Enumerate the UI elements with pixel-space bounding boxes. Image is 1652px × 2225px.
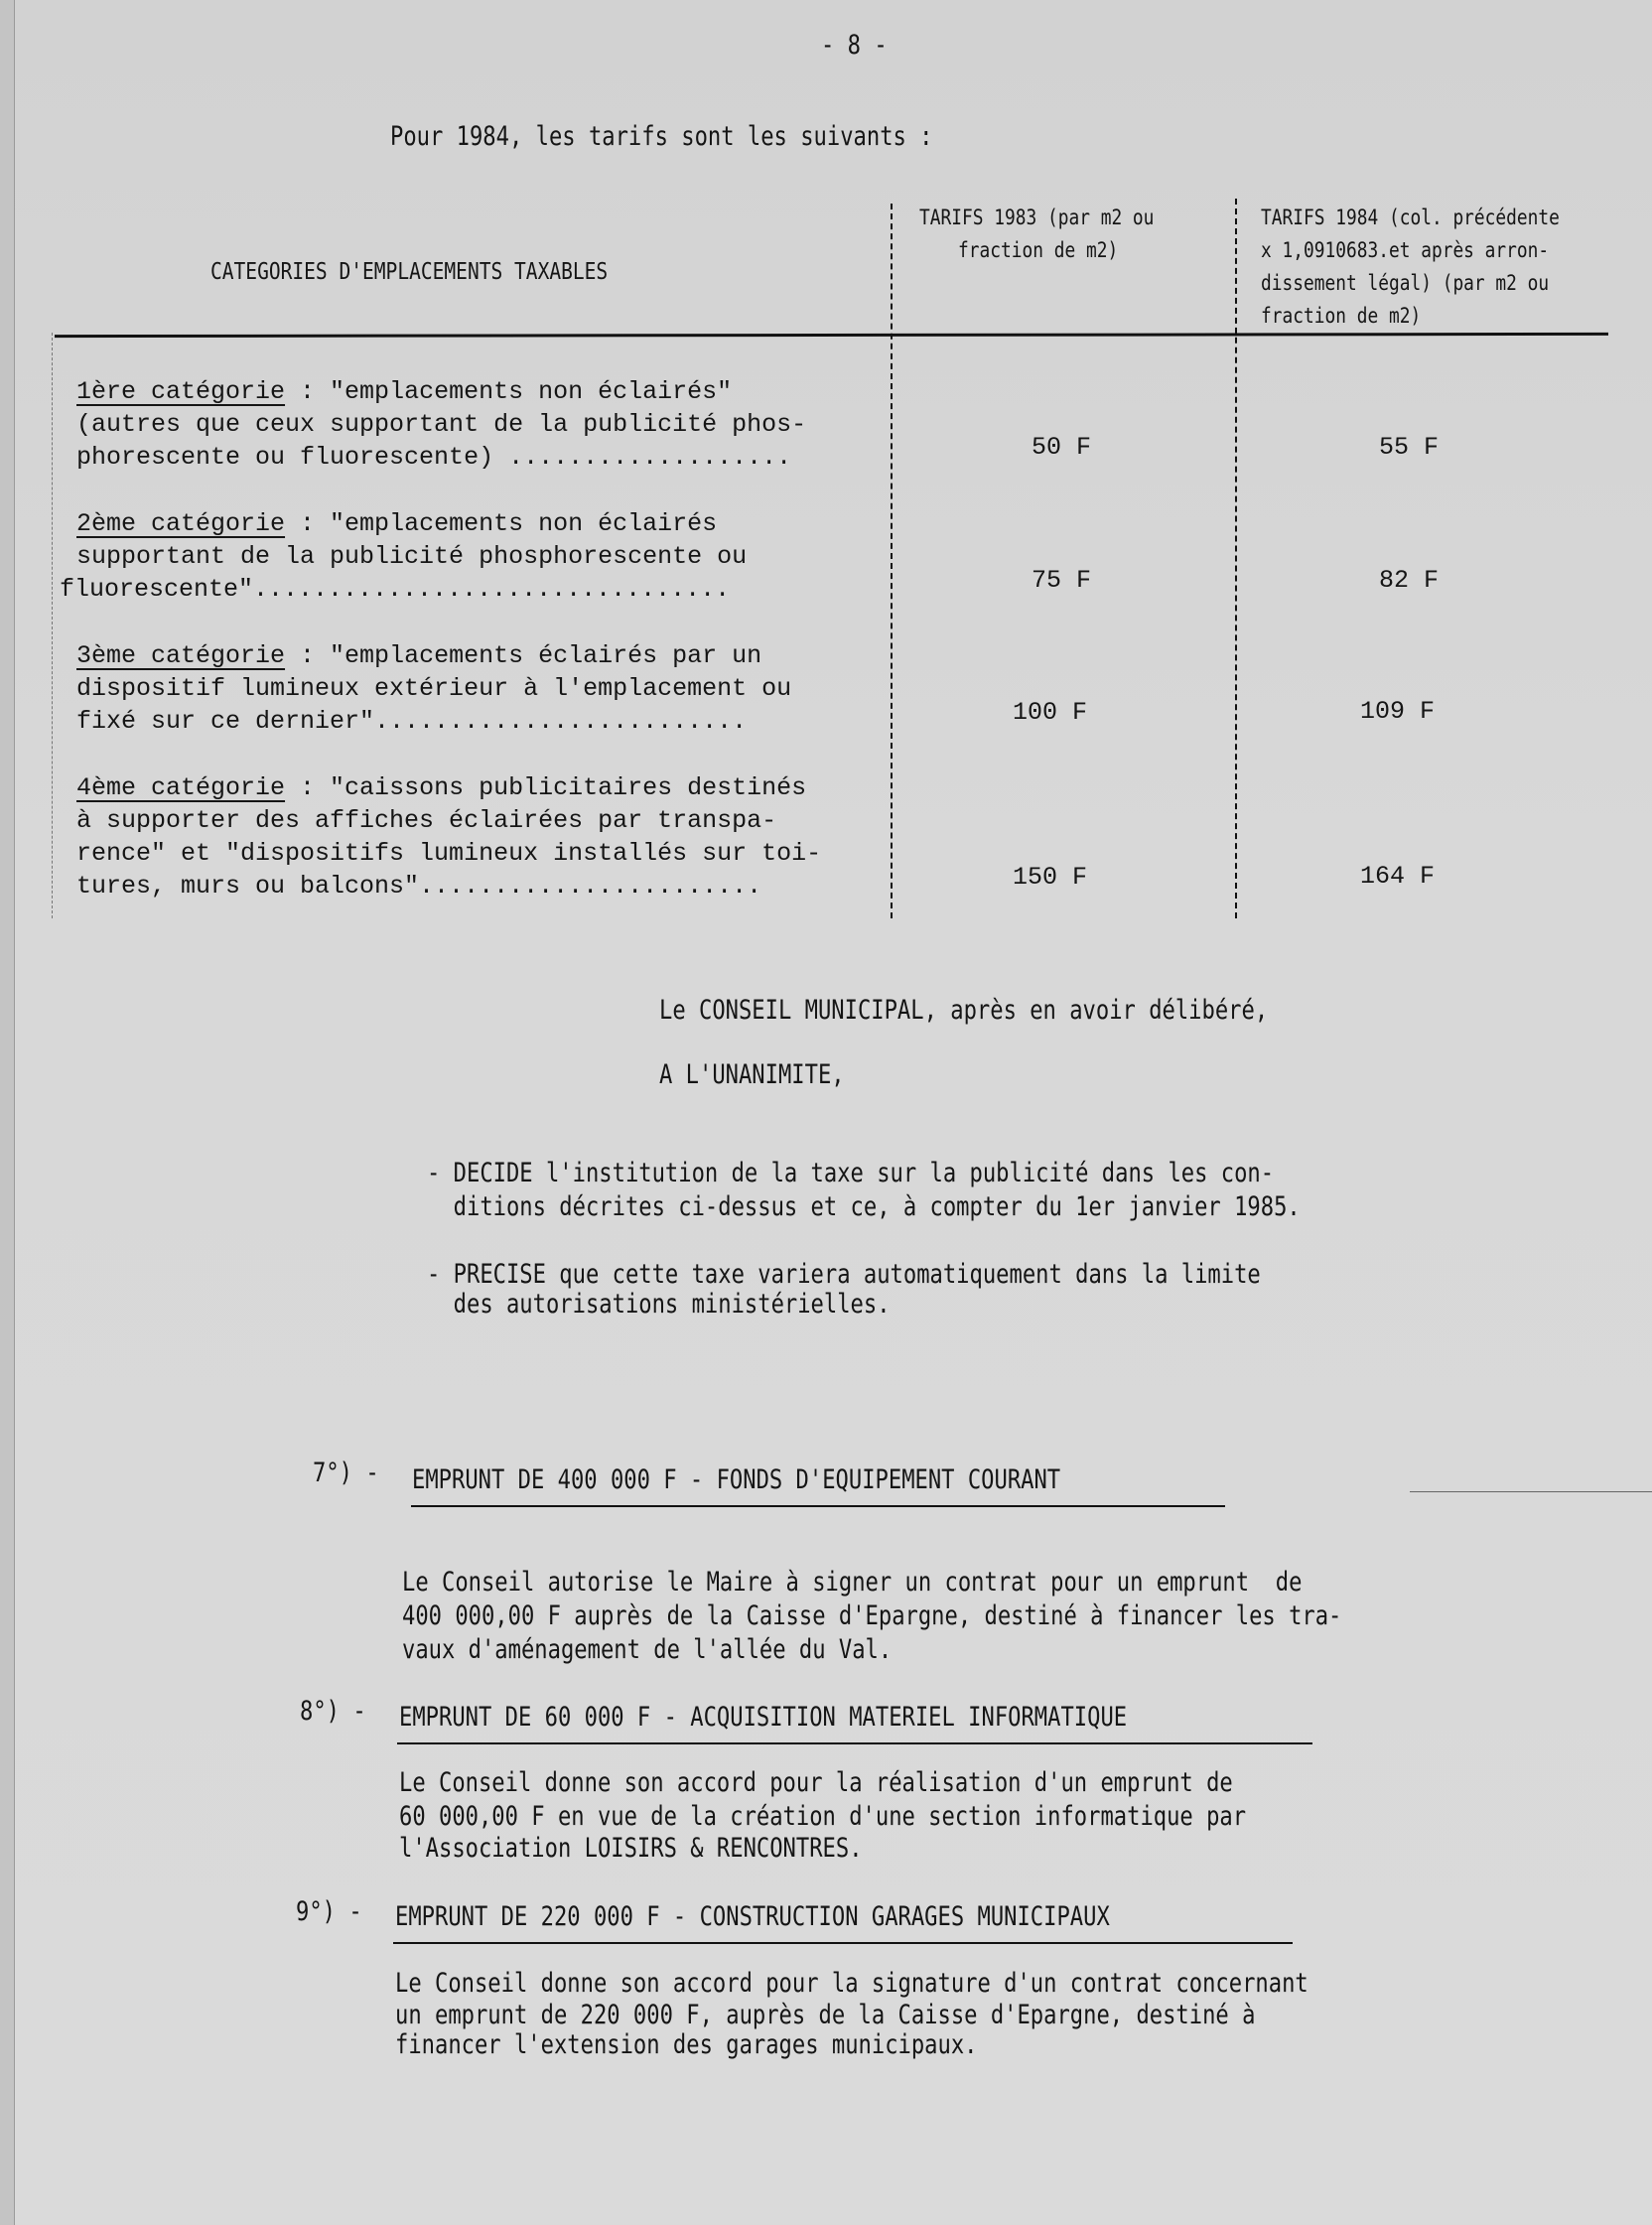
header-tarifs-1983-line2: fraction de m2) [958, 238, 1119, 262]
row-description [76, 375, 732, 408]
intro-text: Pour 1984, les tarifs sont les suivants : [390, 121, 933, 152]
column-divider-1 [891, 204, 893, 918]
tarif-1984: 109 F [1360, 697, 1436, 726]
section-body-line: financer l'extension des garages municipaux. [395, 2029, 978, 2060]
column-divider-2 [1235, 199, 1237, 918]
section-body-line: l'Association LOISIRS & RENCONTRES. [399, 1833, 863, 1864]
section-body-line: Le Conseil donne son accord pour la réalisation d'un emprunt de [399, 1767, 1233, 1798]
header-tarifs-1984-line4: fraction de m2) [1261, 304, 1422, 328]
row-line: : "emplacements non éclairés" [285, 377, 733, 406]
header-tarifs-1983-line1: TARIFS 1983 (par m2 ou [919, 206, 1155, 229]
category-label: 1ère catégorie [76, 377, 286, 406]
tarif-1983: 150 F [1013, 863, 1088, 892]
section-body-line: 60 000,00 F en vue de la création d'une section informatique par [399, 1801, 1247, 1832]
row-description [76, 507, 717, 540]
row-line: rence" et "dispositifs lumineux installés sur toi- [76, 839, 822, 868]
section-title: EMPRUNT DE 220 000 F - CONSTRUCTION GARAGES MUNICIPAUX [395, 1901, 1110, 1932]
section-title: EMPRUNT DE 60 000 F - ACQUISITION MATERIEL INFORMATIQUE [399, 1702, 1128, 1733]
deliberation-line1: Le CONSEIL MUNICIPAL, après en avoir délibéré, [659, 995, 1269, 1026]
deliberation-line2: A L'UNANIMITE, [659, 1059, 845, 1090]
header-tarifs-1984-line2: x 1,0910683.et après arron- [1261, 238, 1550, 262]
decision-1-line1: - DECIDE l'institution de la taxe sur la publicité dans les con- [427, 1158, 1275, 1188]
row-line: : "emplacements éclairés par un [285, 641, 762, 670]
header-tarifs-1984-line1: TARIFS 1984 (col. précédente [1261, 206, 1560, 229]
column-divider-left [52, 333, 53, 918]
row-line: supportant de la publicité phosphorescente ou [76, 542, 748, 571]
row-description [76, 771, 806, 804]
tarif-1983: 100 F [1013, 698, 1088, 727]
category-label: 2ème catégorie [76, 509, 286, 538]
section-body-line: vaux d'aménagement de l'allée du Val. [402, 1634, 893, 1665]
title-underline [411, 1505, 1225, 1507]
section-title: EMPRUNT DE 400 000 F - FONDS D'EQUIPEMENT COURANT [412, 1464, 1061, 1495]
category-label: 3ème catégorie [76, 641, 286, 670]
tarif-1983: 50 F [1032, 433, 1092, 462]
row-line: phorescente ou fluorescente) ................... [76, 443, 792, 472]
row-line: (autres que ceux supportant de la publicité phos- [76, 410, 807, 439]
section-number: 7°) - [313, 1458, 379, 1488]
decision-1-line2: ditions décrites ci-dessus et ce, à compter du 1er janvier 1985. [427, 1191, 1301, 1222]
section-body-line: 400 000,00 F auprès de la Caisse d'Epargne, destiné à financer les tra- [402, 1600, 1342, 1631]
row-line: : "caissons publicitaires destinés [285, 773, 807, 802]
row-line: fluorescente"................................ [60, 575, 731, 604]
section-body-line: Le Conseil donne son accord pour la signature d'un contrat concernant [395, 1968, 1308, 1999]
row-line: dispositif lumineux extérieur à l'emplacement ou [76, 674, 792, 703]
tarif-1984: 55 F [1379, 433, 1440, 462]
page-edge [0, 0, 15, 2225]
title-underline [397, 1742, 1312, 1744]
stray-mark [1410, 1491, 1652, 1492]
row-line: : "emplacements non éclairés [285, 509, 718, 538]
header-tarifs-1984-line3: dissement légal) (par m2 ou [1261, 271, 1550, 295]
section-body-line: Le Conseil autorise le Maire à signer un contrat pour un emprunt de [402, 1567, 1303, 1598]
row-line: tures, murs ou balcons"....................... [76, 872, 762, 901]
row-line: à supporter des affiches éclairées par transpa- [76, 806, 777, 835]
title-underline [393, 1942, 1293, 1944]
header-rule [55, 333, 1608, 338]
section-body-line: un emprunt de 220 000 F, auprès de la Caisse d'Epargne, destiné à [395, 2000, 1256, 2030]
header-categories: CATEGORIES D'EMPLACEMENTS TAXABLES [210, 259, 609, 285]
tarif-1984: 164 F [1360, 862, 1436, 891]
decision-2-line2: des autorisations ministérielles. [427, 1289, 891, 1320]
page-number: - 8 - [821, 30, 888, 61]
section-number: 9°) - [296, 1896, 362, 1927]
decision-2-line1: - PRECISE que cette taxe variera automatiquement dans la limite [427, 1259, 1261, 1290]
category-label: 4ème catégorie [76, 773, 286, 802]
tarif-1984: 82 F [1379, 566, 1440, 595]
tarif-1983: 75 F [1032, 566, 1092, 595]
row-line: fixé sur ce dernier"......................... [76, 707, 748, 736]
section-number: 8°) - [300, 1696, 366, 1727]
row-description [76, 639, 761, 672]
